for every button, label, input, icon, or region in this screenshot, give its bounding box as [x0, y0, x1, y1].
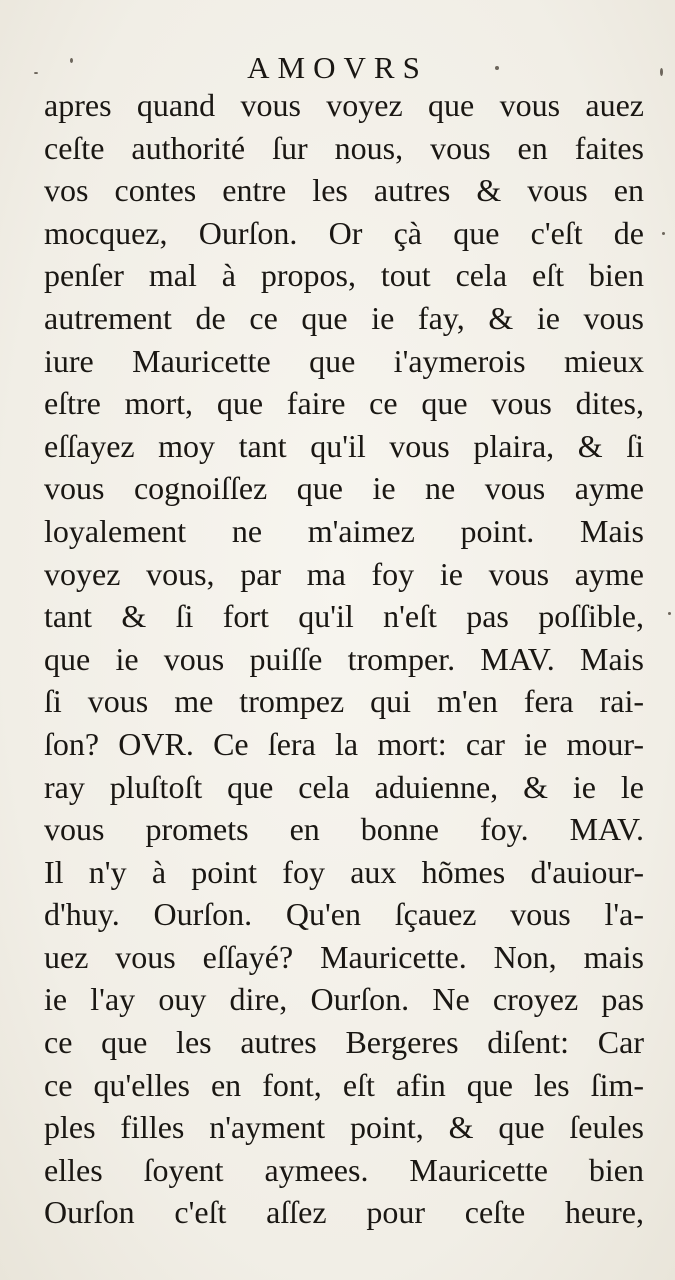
text-line: vos contes entre les autres & vous en — [44, 172, 644, 209]
text-line: vous promets en bonne foy. MAV. — [44, 811, 644, 848]
text-line: eſtre mort, que faire ce que vous dites, — [44, 385, 644, 422]
text-line: loyalement ne m'aimez point. Mais — [44, 512, 644, 549]
text-line: autrement de ce que ie fay, & ie vous — [44, 299, 644, 336]
text-line: tant & ſi fort qu'il n'eſt pas poſſible, — [44, 598, 644, 635]
text-line: penſer mal à propos, tout cela eſt bien — [44, 257, 644, 294]
text-line: uez vous eſſayé? Mauricette. Non, mais — [44, 938, 644, 975]
text-line: ſon? OVR. Ce ſera la mort: car ie mour- — [44, 725, 644, 762]
text-line: ceſte authorité ſur nous, vous en faites — [44, 129, 644, 166]
text-line: ce qu'elles en font, eſt afin que les ſim- — [44, 1066, 644, 1103]
text-line: eſſayez moy tant qu'il vous plaira, & ſi — [44, 427, 644, 464]
text-line: Ourſon c'eſt aſſez pour ceſte heure, — [44, 1194, 644, 1231]
text-line: mocquez, Ourſon. Or çà que c'eſt de — [44, 214, 644, 251]
text-line: ſi vous me trompez qui m'en fera rai- — [44, 683, 644, 720]
paper-speck — [668, 612, 671, 615]
running-head: AMOVRS — [247, 50, 428, 85]
text-line: ples filles n'ayment point, & que ſeules — [44, 1109, 644, 1146]
text-line: ie l'ay ouy dire, Ourſon. Ne croyez pas — [44, 981, 644, 1018]
text-line: Il n'y à point foy aux hõmes d'auiour- — [44, 853, 644, 890]
text-line: d'huy. Ourſon. Qu'en ſçauez vous l'a- — [44, 896, 644, 933]
text-line: ce que les autres Bergeres diſent: Car — [44, 1024, 644, 1061]
text-line: iure Mauricette que i'aymerois mieux — [44, 342, 644, 379]
text-line: apres quand vous voyez que vous auez — [44, 87, 644, 123]
text-line: ray pluſtoſt que cela aduienne, & ie le — [44, 768, 644, 805]
paper-speck — [34, 72, 38, 74]
body-text — [44, 84, 644, 1234]
text-line: voyez vous, par ma foy ie vous ayme — [44, 555, 644, 592]
text-line: elles ſoyent aymees. Mauricette bien — [44, 1151, 644, 1188]
paper-speck — [70, 58, 73, 63]
text-line: vous cognoiſſez que ie ne vous ayme — [44, 470, 644, 507]
paper-speck — [660, 68, 663, 76]
paper-speck — [662, 232, 665, 235]
paper-speck — [495, 66, 499, 70]
text-line: que ie vous puiſſe tromper. MAV. Mais — [44, 640, 644, 677]
